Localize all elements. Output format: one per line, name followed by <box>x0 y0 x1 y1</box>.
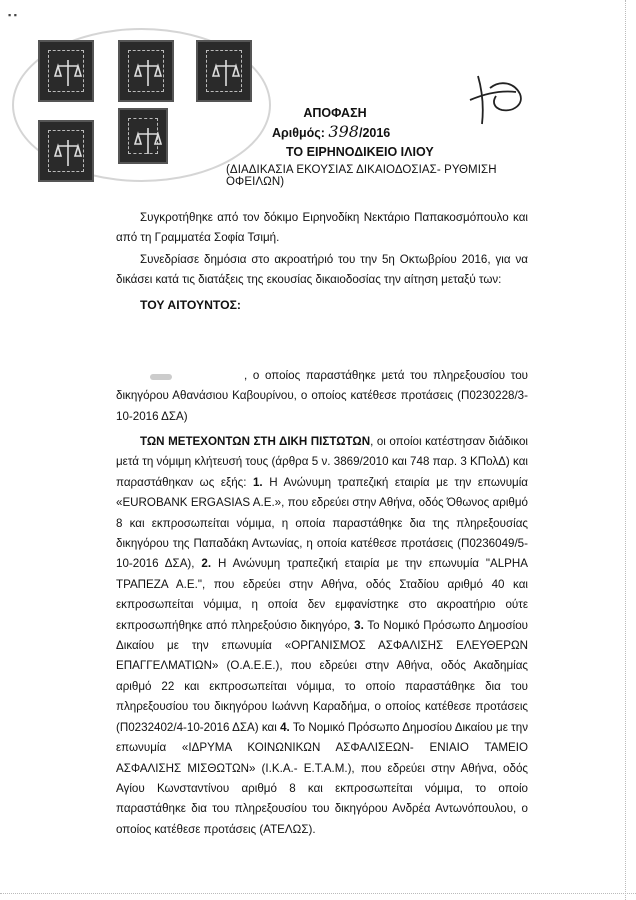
session-paragraph: Συνεδρίασε δημόσια στο ακροατήριό του την 5η Οκτωβρίου 2016, για να δικάσει κατά τις διατάξεις της εκουσίας δικαιοδοσίας την αίτηση μεταξύ των: <box>116 253 528 287</box>
revenue-stamp-icon <box>118 108 168 164</box>
creditor-4-number: 4. <box>280 720 290 734</box>
creditors-intro: , οι οποίοι κατέστησαν διάδικοι μετά τη νόμιμη κλήτευσή τους (άρθρα 5 ν. 3869/2010 και 748 παρ. 3 ΚΠολΔ) και παραστάθηκαν ως εξής: <box>116 435 528 489</box>
creditor-2-text: Η Ανώνυμη τραπεζική εταιρία με την επωνυμία "ALPHA ΤΡΑΠΕΖΑ Α.Ε.", που εδρεύει στην Αθήνα, οδός Σταδίου αριθμό 40 και εκπροσωπείται νόμιμα, η οποία δεν εμφανίστηκε στο ακροατήριο ούτε εκπροσωπήθηκε από πληρεξούσιο δικηγόρο, <box>116 557 528 632</box>
decision-title: ΑΠΟΦΑΣΗ <box>303 106 367 120</box>
scan-bottom-edge <box>0 893 636 900</box>
handwritten-signature <box>460 72 530 127</box>
court-name: ΤΟ ΕΙΡΗΝΟΔΙΚΕΙΟ ΙΛΙΟΥ <box>286 145 434 159</box>
applicant-paragraph: , ο οποίος παραστάθηκε μετά του πληρεξουσίου του δικηγόρου Αθανάσιου Καβουρίνου, ο οποίος κατέθεσε προτάσεις (Π0230228/3-10-2016 ΔΣΑ) <box>116 369 528 423</box>
decision-number-label: Αριθμός: <box>272 126 325 140</box>
creditor-3-number: 3. <box>354 618 364 632</box>
procedure-type: (ΔΙΑΔΙΚΑΣΙΑ ΕΚΟΥΣΙΑΣ ΔΙΚΑΙΟΔΟΣΙΑΣ- ΡΥΘΜΙΣΗ ΟΦΕΙΛΩΝ) <box>226 164 497 188</box>
creditors-heading: ΤΩΝ ΜΕΤΕΧΟΝΤΩΝ ΣΤΗ ΔΙΚΗ ΠΙΣΤΩΤΩΝ <box>140 435 371 448</box>
creditors-paragraph <box>116 432 528 840</box>
revenue-stamp-icon <box>118 40 174 102</box>
decision-number-year: /2016 <box>358 126 391 140</box>
decision-number-handwritten: 398 <box>328 122 359 141</box>
creditor-3-text: Το Νομικό Πρόσωπο Δημοσίου Δικαίου με την επωνυμία «ΟΡΓΑΝΙΣΜΟΣ ΑΣΦΑΛΙΣΗΣ ΕΛΕΥΘΕΡΩΝ ΕΠΑΓΓΕΛΜΑΤΙΩΝ» (Ο.Α.Ε.Ε.), που εδρεύει στην Αθήνα, οδός Ακαδημίας αριθμό 22 και εκπροσωπείται νόμιμα, το οποίο παραστάθηκε δια του πληρεξουσίου του δικηγόρου Ιωάννη Καραδήμα, ο οποίος κατέθεσε προτάσεις (Π0232402/4-10-2016 ΔΣΑ) και <box>116 618 528 734</box>
revenue-stamp-icon <box>196 40 252 102</box>
scan-edge <box>625 0 634 900</box>
revenue-stamp-icon <box>38 120 94 182</box>
creditor-1-number: 1. <box>252 475 263 489</box>
decision-number <box>272 122 412 141</box>
creditor-2-number: 2. <box>201 557 212 571</box>
composition-paragraph: Συγκροτήθηκε από τον δόκιμο Ειρηνοδίκη Νεκτάριο Παπακοσμόπουλο και από τη Γραμματέα Σοφία Τσιμή. <box>116 211 528 245</box>
creditor-1-text: Η Ανώνυμη τραπεζική εταιρία με την επωνυμία «EUROBANK ERGASIAS A.E.», που εδρεύει στην Αθήνα, οδός Όθωνος αριθμό 8 και εκπροσωπείται νόμιμα, η οποία παραστάθηκε δια της πληρεξουσίας δικηγόρου της Παπαδάκη Αντωνίας, η οποία κατέθεσε προτάσεις (Π0236049/5-10-2016 ΔΣΑ), <box>116 475 528 571</box>
applicant-heading: ΤΟΥ ΑΙΤΟΥΝΤΟΣ: <box>140 298 241 312</box>
margin-mark: ▪ ▪ <box>8 10 17 20</box>
revenue-stamp-icon <box>38 40 94 102</box>
creditor-4-text: Το Νομικό Πρόσωπο Δημοσίου Δικαίου με την επωνυμία «ΙΔΡΥΜΑ ΚΟΙΝΩΝΙΚΩΝ ΑΣΦΑΛΙΣΕΩΝ- ΕΝΙΑΙΟ ΤΑΜΕΙΟ ΑΣΦΑΛΙΣΗΣ ΜΙΣΘΩΤΩΝ» (Ι.Κ.Α.- Ε.Τ.Α.Μ.), που εδρεύει στην Αθήνα, οδός Αγίου Κωνσταντίνου αριθμό 8 και εκπροσωπείται νόμιμα, το οποίο παραστάθηκε δια του πληρεξουσίου του δικηγόρου Ανδρέα Αντωνόπουλου, ο οποίος κατέθεσε προτάσεις (ΑΤΕΛΩΣ). <box>116 720 529 836</box>
